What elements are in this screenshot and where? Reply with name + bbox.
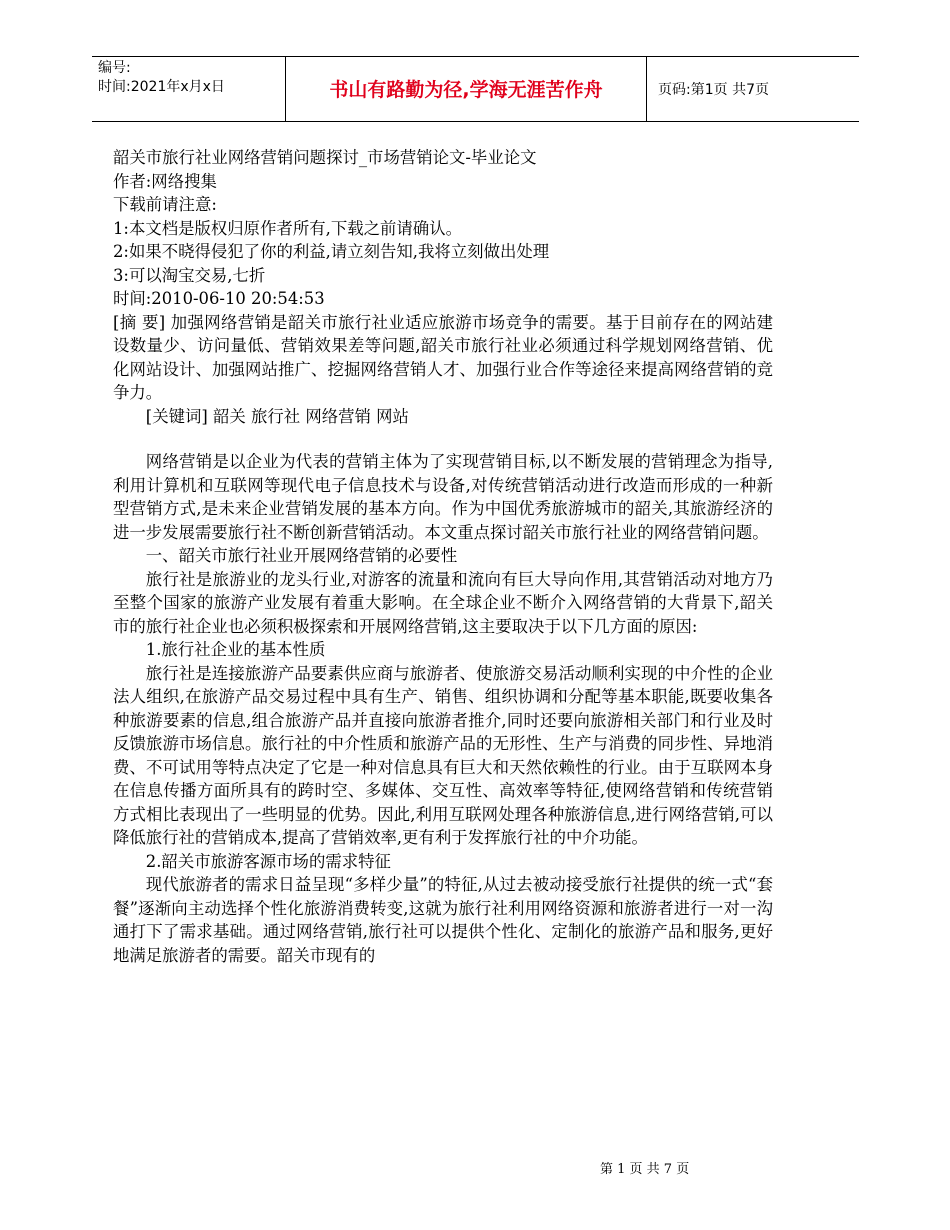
abstract-paragraph: [摘 要] 加强网络营销是韶关市旅行社业适应旅游市场竞争的需要。基于目前存在的网站建设数量少、访问量低、营销效果差等问题,韶关市旅行社业必须通过科学规划网络营销、优化网站设计、加强网站推广、挖掘网络营销人才、加强行业合作等途径来提高网络营销的竞争力。 xyxy=(113,312,773,402)
section-heading: 一、韶关市旅行社业开展网络营销的必要性 xyxy=(145,546,458,565)
document-author: 作者:网络搜集 xyxy=(113,171,217,191)
header-motto: 书山有路勤为径,学海无涯苦作舟 xyxy=(285,56,647,121)
subsection-heading: 1.旅行社企业的基本性质 xyxy=(145,640,326,659)
body-paragraph: 现代旅游者的需求日益呈现“多样少量”的特征,从过去被动接受旅行社提供的统一式“套餐”逐渐向主动选择个性化旅游消费转变,这就为旅行社利用网络资源和旅游者进行一对一沟通打下了需求基础。通过网络营销,旅行社可以提供个性化、定制化的旅游产品和服务,更好地满足旅游者的需要。韶关市现有的 xyxy=(113,875,773,965)
document-time-label: 时间:2021年x月x日 xyxy=(98,79,225,95)
document-body xyxy=(113,146,773,967)
blank-line xyxy=(113,428,773,450)
page-header xyxy=(92,56,859,122)
notice-item: 2:如果不晓得侵犯了你的利益,请立刻告知,我将立刻做出处理 xyxy=(113,242,550,261)
notice-item: 3:可以淘宝交易,七折 xyxy=(113,265,266,285)
document-number-label: 编号: xyxy=(98,60,131,76)
body-paragraph: 旅行社是旅游业的龙头行业,对游客的流量和流向有巨大导向作用,其营销活动对地方乃至整个国家的旅游产业发展有着重大影响。在全球企业不断介入网络营销的大背景下,韶关市的旅行社企业也必须积极探索和开展网络营销,这主要取决于以下几方面的原因: xyxy=(113,569,773,636)
document-timestamp: 时间:2010-06-10 20:54:53 xyxy=(113,289,325,308)
body-paragraph: 网络营销是以企业为代表的营销主体为了实现营销目标,以不断发展的营销理念为指导,利用计算机和互联网等现代电子信息技术与设备,对传统营销活动进行改造而形成的一种新型营销方式,是未来企业营销发展的基本方向。作为中国优秀旅游城市的韶关,其旅游经济的进一步发展需要旅行社不断创新营销活动。本文重点探讨韶关市旅行社业的网络营销问题。 xyxy=(113,452,773,542)
notice-item: 1:本文档是版权归原作者所有,下载之前请确认。 xyxy=(113,218,462,238)
notice-heading: 下载前请注意: xyxy=(113,195,217,214)
header-meta xyxy=(98,59,284,97)
subsection-heading: 2.韶关市旅游客源市场的需求特征 xyxy=(145,851,391,871)
keywords-line: [关键词] 韶关 旅行社 网络营销 网站 xyxy=(145,406,409,426)
document-title: 韶关市旅行社业网络营销问题探讨_市场营销论文-毕业论文 xyxy=(113,148,537,167)
page-footer: 第 1 页 共 7 页 xyxy=(600,1162,690,1177)
body-paragraph: 旅行社是连接旅游产品要素供应商与旅游者、使旅游交易活动顺利实现的中介性的企业法人组织,在旅游产品交易过程中具有生产、销售、组织协调和分配等基本职能,既要收集各种旅游要素的信息,组合旅游产品并直接向旅游者推介,同时还要向旅游相关部门和行业及时反馈旅游市场信息。旅行社的中介性质和旅游产品的无形性、生产与消费的同步性、异地消费、不可试用等特点决定了它是一种对信息具有巨大和天然依赖性的行业。由于互联网本身在信息传播方面所具有的跨时空、多媒体、交互性、高效率等特征,使网络营销和传统营销方式相比表现出了一些明显的优势。因此,利用互联网处理各种旅游信息,进行网络营销,可以降低旅行社的营销成本,提高了营销效率,更有利于发挥旅行社的中介功能。 xyxy=(113,663,773,847)
header-page-info: 页码:第1页 共7页 xyxy=(658,82,769,98)
